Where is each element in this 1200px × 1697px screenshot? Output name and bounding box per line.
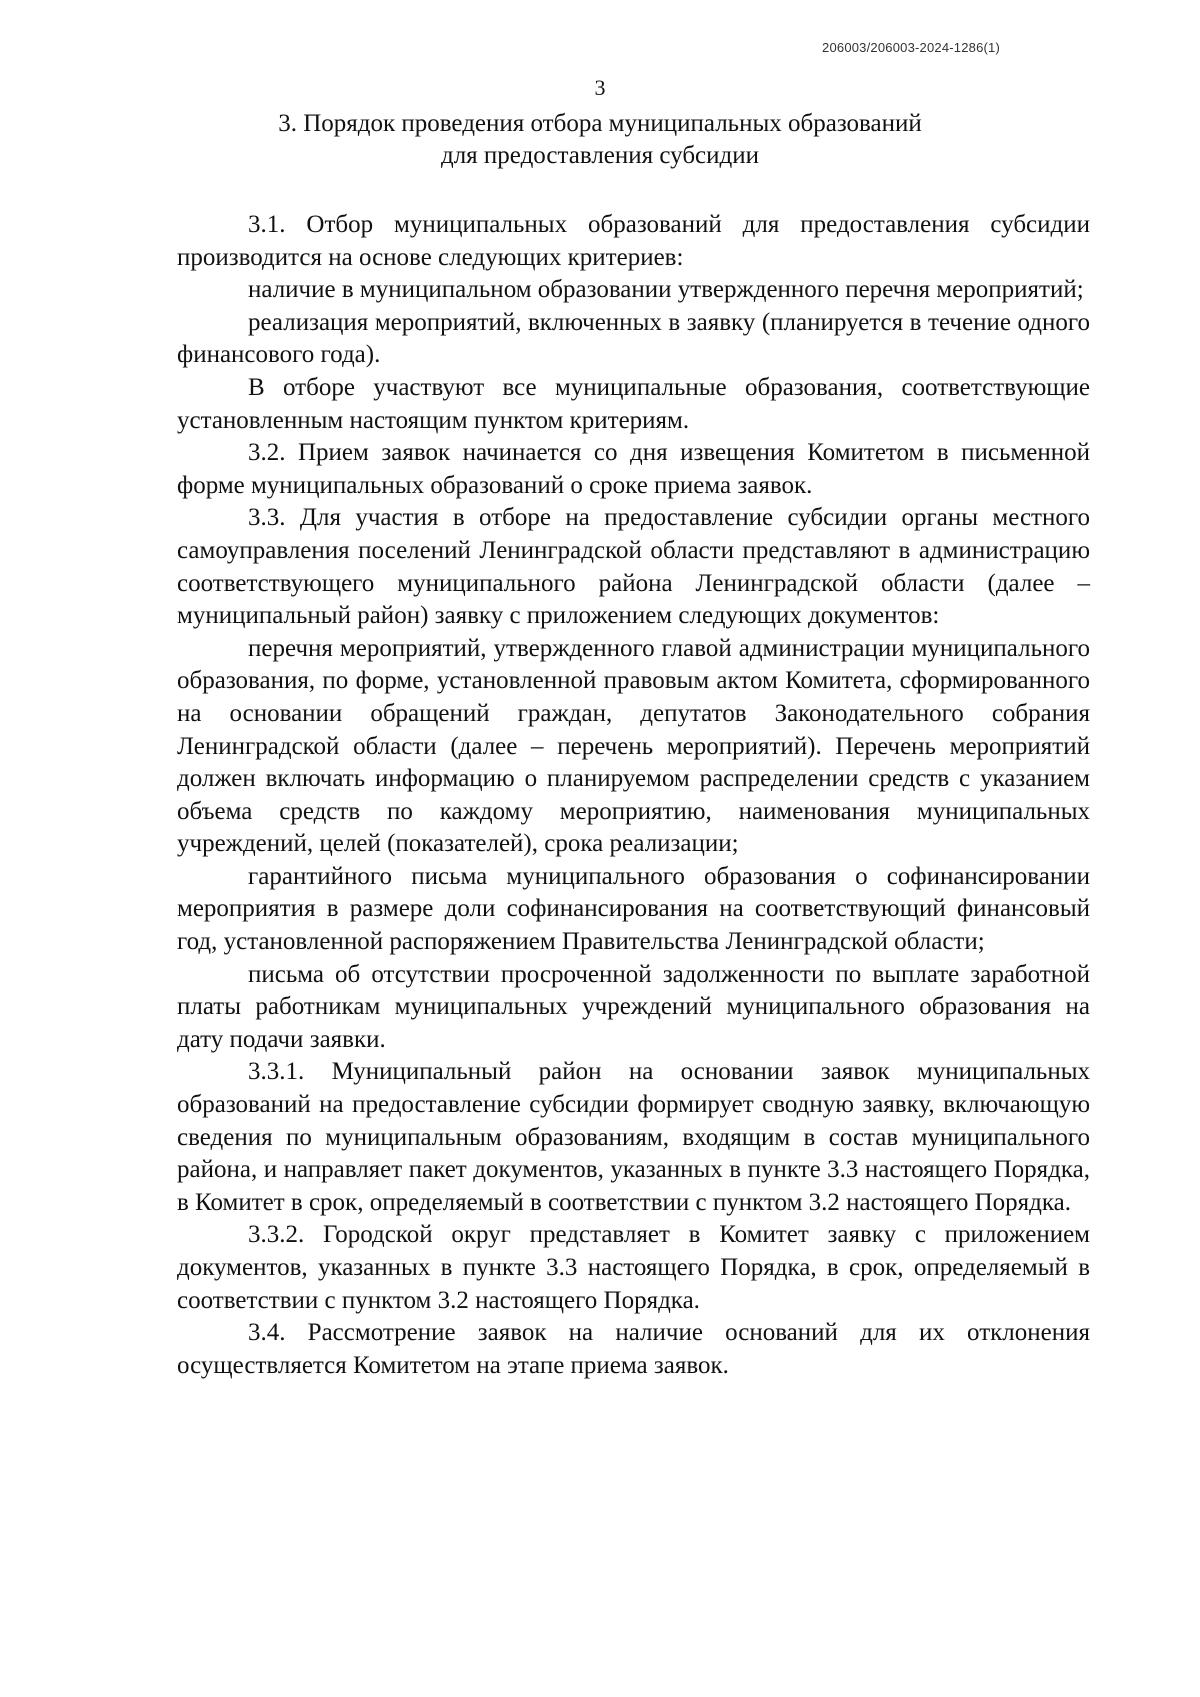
paragraph-criterion-list: наличие в муниципальном образовании утвержденного перечня мероприятий;	[248, 276, 1084, 304]
paragraph-3-4: 3.4. Рассмотрение заявок на наличие оснований для их отклонения осуществляется Комитетом на этапе приема заявок.	[177, 1319, 1090, 1379]
section-title	[0, 108, 1200, 172]
paragraph-guarantee-letter: гарантийного письма муниципального образования о софинансировании мероприятия в размере доли софинансирования на соответствующий финансовый год, установленной распоряжением Правительства Ленинградской области;	[177, 862, 1090, 956]
section-title-line-1: 3. Порядок проведения отбора муниципальных образований	[278, 110, 922, 137]
paragraph-3-3: 3.3. Для участия в отборе на предоставление субсидии органы местного самоуправления поселений Ленинградской области представляют в администрацию соответствующего муниципального района Ленинградской области (далее – муниципальный район) заявку с приложением следующих документов:	[177, 504, 1090, 630]
paragraph-3-1: 3.1. Отбор муниципальных образований для предоставления субсидии производится на основе следующих критериев:	[177, 211, 1090, 271]
paragraph-criterion-implementation: реализация мероприятий, включенных в заявку (планируется в течение одного финансового года).	[177, 308, 1090, 369]
page-number: 3	[594, 75, 606, 100]
section-title-line-2: для предоставления субсидии	[440, 142, 760, 169]
paragraph-participants: В отборе участвуют все муниципальные образования, соответствующие установленным настоящим пунктом критериям.	[177, 373, 1090, 434]
document-body	[177, 209, 1090, 1382]
paragraph-document-list: перечня мероприятий, утвержденного главой администрации муниципального образования, по форме, установленной правовым актом Комитета, сформированного на основании обращений граждан, депутатов Законодательного собрания Ленинградской области (далее – перечень мероприятий). Перечень мероприятий должен включать информацию о планируемом распределении средств с указанием объема средств по каждому мероприятию, наименования муниципальных учреждений, целей (показателей), срока реализации;	[177, 634, 1090, 858]
paragraph-3-2: 3.2. Прием заявок начинается со дня извещения Комитетом в письменной форме муниципальных образований о сроке приема заявок.	[177, 439, 1090, 499]
paragraph-no-debt-letter: письма об отсутствии просроченной задолженности по выплате заработной платы работникам муниципальных учреждений муниципального образования на дату подачи заявки.	[177, 960, 1090, 1053]
paragraph-3-3-1: 3.3.1. Муниципальный район на основании заявок муниципальных образований на предоставление субсидии формирует сводную заявку, включающую сведения по муниципальным образованиям, входящим в состав муниципального района, и направляет пакет документов, указанных в пункте 3.3 настоящего Порядка, в Комитет в срок, определяемый в соответствии с пунктом 3.2 настоящего Порядка.	[177, 1058, 1090, 1216]
document-registration-number: 206003/206003-2024-1286(1)	[822, 40, 1000, 55]
paragraph-3-3-2: 3.3.2. Городской округ представляет в Комитет заявку с приложением документов, указанных в пункте 3.3 настоящего Порядка, в срок, определяемый в соответствии с пунктом 3.2 настоящего Порядка.	[177, 1221, 1090, 1314]
